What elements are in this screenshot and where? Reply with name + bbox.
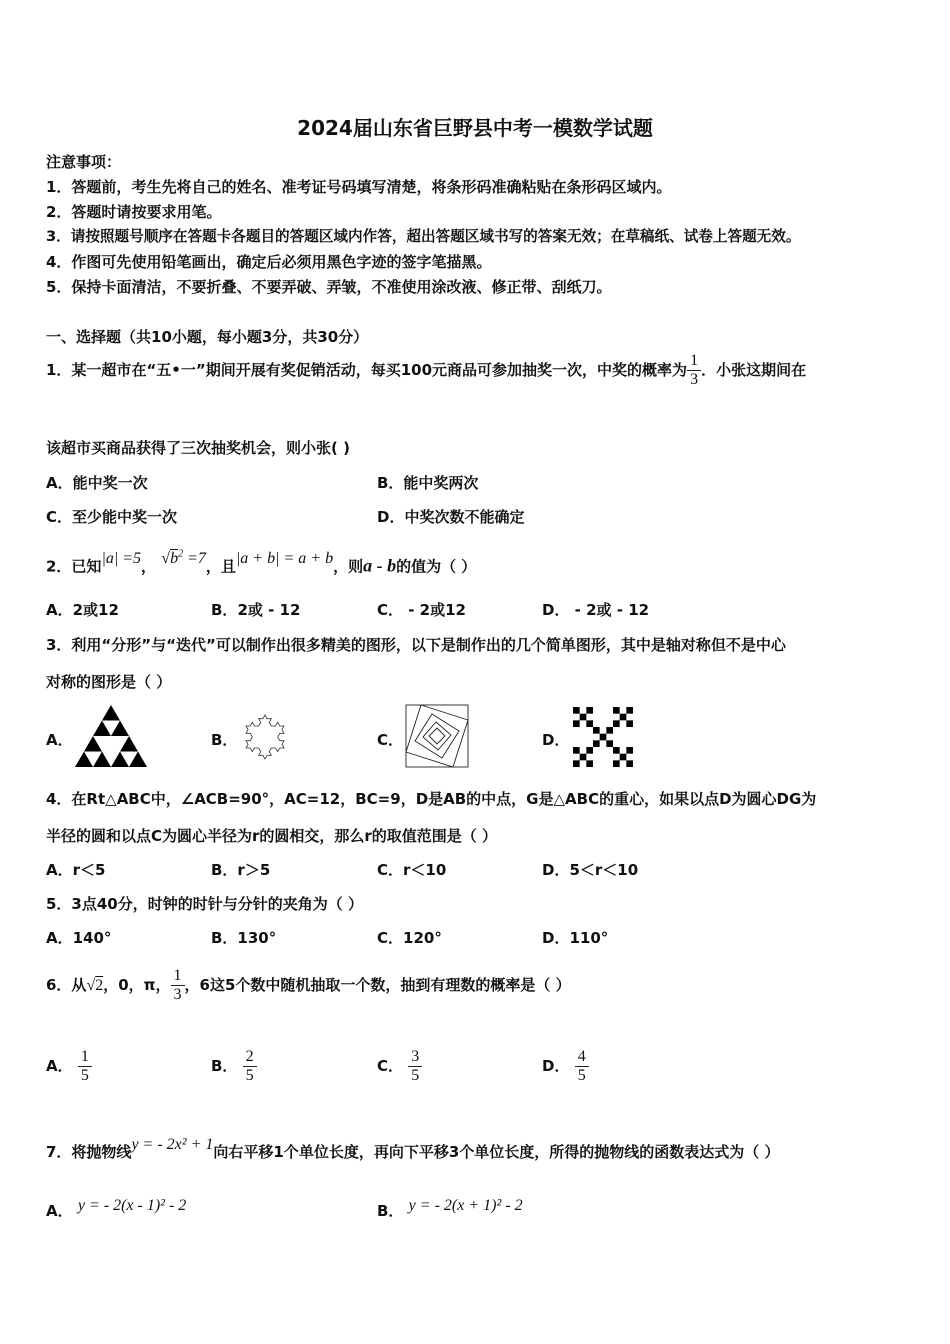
q2-expr-diff: a - b xyxy=(363,555,397,576)
x-fractal-cell xyxy=(626,760,633,767)
q4-option-b: B．r＞5 xyxy=(211,861,271,879)
question-4-line1: 4．在Rt△ABC中，∠ACB=90°，AC=12，BC=9，D是AB的中点，G是△ABC的重心，如果以点D为圆心DG为 xyxy=(46,790,817,808)
question-6 xyxy=(46,965,571,1006)
x-fractal-cell xyxy=(613,760,620,767)
q2-sep: ，且 xyxy=(205,557,236,576)
notice-item: 3．请按照题号顺序在答题卡各题目的答题区域内作答，超出答题区域书写的答案无效；在草稿纸、试卷上答题无效。 xyxy=(46,228,801,245)
q3-option-d-label: D． xyxy=(542,731,570,749)
x-fractal-cell xyxy=(606,740,613,747)
q6-option-b: B． $\frac{2}{5}$ xyxy=(211,1046,257,1086)
question-4-line2: 半径的圆和以点C为圆心半径为r的圆相交，那么r的取值范围是（ ） xyxy=(46,827,498,845)
question-1-line2: 该超市买商品获得了三次抽奖机会，则小张( ) xyxy=(46,439,350,457)
q6-option-c: C． $\frac{3}{5}$ xyxy=(377,1046,422,1086)
x-fractal-cell xyxy=(580,714,587,721)
x-fractal-cell xyxy=(573,720,580,727)
section-heading: 一、选择题（共10小题，每小题3分，共30分） xyxy=(46,328,369,346)
x-fractal-cell xyxy=(580,754,587,761)
q7-prefix: 7．将抛物线 xyxy=(46,1143,132,1161)
q1-fraction: $\frac{1}{3}$ xyxy=(687,352,701,389)
q7-expr: y = - 2x² + 1 xyxy=(131,1136,214,1153)
q2-option-b: B．2或 - 12 xyxy=(211,601,301,619)
q3-option-b-label: B． xyxy=(211,731,238,749)
q2-option-c: C． - 2或12 xyxy=(377,601,466,619)
x-fractal-cell xyxy=(586,720,593,727)
q1-option-b: B．能中奖两次 xyxy=(377,474,479,492)
question-7 xyxy=(46,1137,779,1168)
q6-option-d: D． $\frac{4}{5}$ xyxy=(542,1046,589,1086)
notice-item: 1．答题前，考生先将自己的姓名、准考证号码填写清楚，将条形码准确粘贴在条形码区域内。 xyxy=(46,178,672,196)
nested-squares-figure xyxy=(405,704,469,768)
x-fractal-cell xyxy=(586,707,593,714)
notice-heading: 注意事项： xyxy=(46,153,122,171)
q1-prefix: 1．某一超市在“五•一”期间开展有奖促销活动，每买100元商品可参加抽奖一次，中奖的概率为 xyxy=(46,361,688,379)
x-fractal-cell xyxy=(626,747,633,754)
q1-option-c: C．至少能中奖一次 xyxy=(46,508,178,526)
sierpinski-triangle-figure xyxy=(75,705,147,767)
q2-prefix: 2．已知 xyxy=(46,557,102,576)
q3-option-a-label: A． xyxy=(46,731,73,749)
q1-suffix: ．小张这期间在 xyxy=(701,361,807,379)
question-5: 5．3点40分，时钟的时针与分针的夹角为（ ） xyxy=(46,895,363,913)
q5-option-d: D．110° xyxy=(542,929,609,947)
notice-item: 2．答题时请按要求用笔。 xyxy=(46,203,222,221)
notice-item: 4．作图可先使用铅笔画出，确定后必须用黑色字迹的签字笔描黑。 xyxy=(46,253,492,271)
q5-option-c: C．120° xyxy=(377,929,442,947)
x-fractal-cell xyxy=(586,760,593,767)
q3-option-c-label: C． xyxy=(377,731,404,749)
x-fractal-cell xyxy=(593,727,600,734)
q5-option-b: B．130° xyxy=(211,929,277,947)
q2-option-a: A．2或12 xyxy=(46,601,119,619)
q7-suffix: 向右平移1个单位长度，再向下平移3个单位长度，所得的抛物线的函数表达式为（ ） xyxy=(213,1143,780,1161)
x-fractal-cell xyxy=(586,747,593,754)
question-1-line1 xyxy=(46,350,806,390)
q1-option-a: A．能中奖一次 xyxy=(46,474,148,492)
notice-item: 5．保持卡面清洁，不要折叠、不要弄破、弄皱，不准使用涂改液、修正带、刮纸刀。 xyxy=(46,278,612,296)
x-fractal-cell xyxy=(573,707,580,714)
q4-option-d: D．5＜r＜10 xyxy=(542,861,639,879)
x-fractal-figure xyxy=(573,707,633,767)
x-fractal-cell xyxy=(620,714,627,721)
x-fractal-cell xyxy=(626,720,633,727)
x-fractal-cell xyxy=(593,740,600,747)
q6-fraction: $\frac{1}{3}$ xyxy=(171,967,185,1004)
q5-option-a: A．140° xyxy=(46,929,112,947)
q2-sep: ，则 xyxy=(333,557,364,576)
x-fractal-cell xyxy=(620,754,627,761)
x-fractal-cell xyxy=(613,747,620,754)
question-2 xyxy=(46,548,476,582)
koch-snowflake-figure xyxy=(235,707,295,767)
x-fractal-cell xyxy=(573,760,580,767)
question-3-line2: 对称的图形是（ ） xyxy=(46,673,172,691)
x-fractal-cell xyxy=(606,727,613,734)
x-fractal-cell xyxy=(573,747,580,754)
q6-option-a: A． $\frac{1}{5}$ xyxy=(46,1046,92,1086)
q7-option-b: B． y = - 2(x + 1)² - 2 xyxy=(377,1197,523,1220)
x-fractal-cell xyxy=(600,734,607,741)
q4-option-c: C．r＜10 xyxy=(377,861,447,879)
x-fractal-cell xyxy=(613,720,620,727)
q2-expr-abs-sum: |a + b| = a + b xyxy=(235,550,334,568)
q1-option-d: D．中奖次数不能确定 xyxy=(377,508,525,526)
q2-suffix: 的值为（ ） xyxy=(396,557,477,576)
q6-sqrt: √2 xyxy=(86,977,104,994)
x-fractal-cell xyxy=(613,707,620,714)
q6-prefix: 6．从 xyxy=(46,976,87,994)
q6-mid: ，0，π， xyxy=(103,976,171,994)
q2-expr-sqrt: $√b^2 =7$ xyxy=(161,549,206,568)
q2-sep: ， xyxy=(141,557,157,576)
q6-suffix: ，6这5个数中随机抽取一个数，抽到有理数的概率是（ ） xyxy=(184,976,571,994)
q2-option-d: D． - 2或 - 12 xyxy=(542,601,650,619)
x-fractal-cell xyxy=(626,707,633,714)
q4-option-a: A．r＜5 xyxy=(46,861,106,879)
page-title: 2024届山东省巨野县中考一模数学试题 xyxy=(297,116,653,140)
question-3-line1: 3．利用“分形”与“迭代”可以制作出很多精美的图形，以下是制作出的几个简单图形，其中是轴对称但不是中心 xyxy=(46,636,786,654)
q7-option-a: A． y = - 2(x - 1)² - 2 xyxy=(46,1197,187,1220)
q2-expr-abs-a: |a| =5 xyxy=(101,550,142,568)
